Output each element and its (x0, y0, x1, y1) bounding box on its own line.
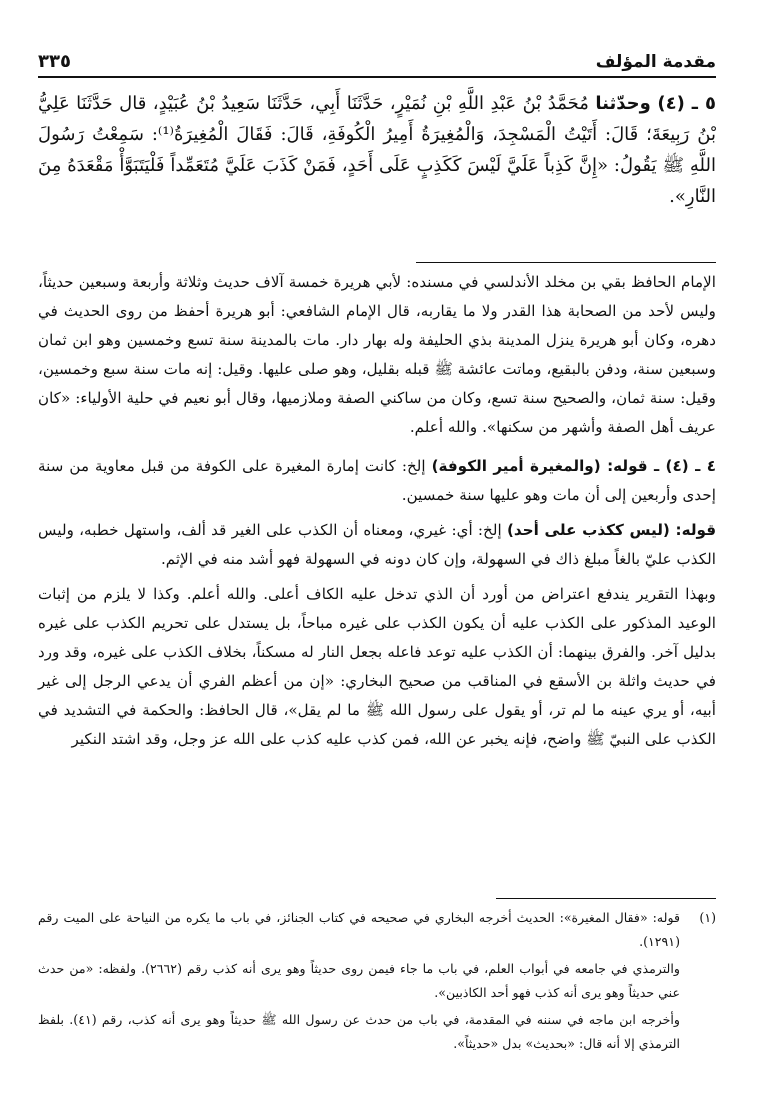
footnote-line: والترمذي في جامعه في أبواب العلم، في باب ما جاء فيمن روى حديثاً وهو يرى أنه كذب رقم (٢٦٦٢). ولفظه: «من حدث عني حديثاً وهو يرى أنه كذب فهو أحد الكاذبين». (38, 961, 680, 1000)
commentary-paragraph (38, 516, 716, 574)
commentary-text: إلخ: أي: غيري، ومعناه أن الكذب على الغير قد ألف، واستهل خطبه، وليس الكذب عليّ بالغاً مبلغ ذاك في السهولة، وإن كان دونه في السهولة فهو أشد منه في الإثم. (38, 521, 716, 568)
commentary-paragraph: الإمام الحافظ بقي بن مخلد الأندلسي في مسنده: لأبي هريرة خمسة آلاف حديث وثلاثة وأربعة وسبعين حديثاً، وليس لأحد من الصحابة هذا القدر ولا ما يقاربه، قال الإمام الشافعي: أبو هريرة أحفظ من روى الحديث في دهره، وكان أبو هريرة ينزل المدينة بذي الحليفة وله بهار دار. مات بالمدينة سنة تسع وخمسين وهو ابن ثمان وسبعين سنة، ودفن بالبقيع، وماتت عائشة ﷺ قبله بقليل، وهو صلى عليها. وقيل: إنه مات سنة سبع وخمسين، وقيل: سنة ثمان، والصحيح سنة تسع، وكان من ساكني الصفة وملازميها، وقال أبو نعيم في حلية الأولياء: «كان عريف أهل الصفة وأشهر من سكنها». والله أعلم. (38, 273, 716, 436)
commentary-lead: قوله: (ليس ككذب على أحد) (506, 521, 717, 539)
hadith-lead: وحدّثنا (595, 93, 651, 114)
footnotes (38, 906, 716, 1059)
hadith-number: ٥ ـ (٤) (657, 93, 716, 114)
footnote-line: وأخرجه ابن ماجه في سننه في المقدمة، في باب من حدث عن رسول الله ﷺ حديثاً وهو يرى أنه كذب، رقم (٤١). بلفظ الترمذي إلا أنه قال: «بحديث» بدل «حديثاً». (38, 1012, 680, 1051)
page-header (38, 40, 716, 78)
commentary-lead: ٤ ـ (٤) ـ قوله: (والمغيرة أمير الكوفة) (431, 457, 716, 475)
footnote (38, 906, 716, 1059)
running-title: مقدمة المؤلف (595, 52, 716, 72)
footnote-divider (496, 898, 716, 899)
section-divider (416, 262, 716, 263)
footnote-body (38, 906, 680, 1059)
commentary-paragraph (38, 452, 716, 510)
commentary-text: إلخ: كانت إمارة المغيرة على الكوفة من قبل معاوية من سنة إحدى وأربعين إلى أن مات وهو عليها سنة خمسين. (38, 457, 716, 504)
page-number: ٣٣٥ (38, 51, 71, 72)
footnote-number: (١) (699, 910, 716, 925)
commentary (38, 268, 716, 764)
hadith-text (38, 88, 716, 212)
footnote-line: قوله: «فقال المغيرة»: الحديث أخرجه البخاري في صحيحه في كتاب الجنائز، في باب ما يكره من النياحة على الميت رقم (١٢٩١). (38, 910, 680, 949)
hadith-body: مُحَمَّدُ بْنُ عَبْدِ اللَّهِ بْنِ نُمَيْرٍ، حَدَّثَنَا أَبِي، حَدَّثَنَا سَعِيدُ بْنُ عُبَيْدٍ، قال حَدَّثَنَا عَلِيُّ بْنُ رَبِيعَةَ؛ قَالَ: أَتَيْتُ الْمَسْجِدَ، وَالْمُغِيرَةُ أَمِيرُ الْكُوفَةِ، قَالَ: فَقَالَ الْمُغِيرَةُ⁽¹⁾: سَمِعْتُ رَسُولَ اللَّهِ ﷺ يَقُولُ: «إِنَّ كَذِباً عَلَيَّ لَيْسَ كَكَذِبٍ عَلَى أَحَدٍ، فَمَنْ كَذَبَ عَلَيَّ مُتَعَمِّداً فَلْيَتَبَوَّأْ مَقْعَدَهُ مِنَ النَّارِ». (38, 93, 716, 207)
commentary-paragraph: وبهذا التقرير يندفع اعتراض من أورد أن الذي تدخل عليه الكاف أعلى. والله أعلم. وكذا لا يلزم من إثبات الوعيد المذكور على الكذب عليه أن يكون الكذب على غيره مباحاً، بل يستدل على تحريم الكذب على غيره بدليل آخر. والفرق بينهما: أن الكذب عليه توعد فاعله بجعل النار له مسكناً، بخلاف الكذب على غيره، وقد ورد في حديث واثلة بن الأسقع في المناقب من صحيح البخاري: «إن من أعظم الفري أن يدعي الرجل إلى غير أبيه، أو يري عينه ما لم تر، أو يقول على رسول الله ﷺ ما لم يقل»، قال الحافظ: والحكمة في التشديد في الكذب على النبيّ ﷺ واضح، فإنه يخبر عن الله، فمن كذب عليه كذب على الله عز وجل، وقد اشتد النكير (38, 585, 716, 748)
